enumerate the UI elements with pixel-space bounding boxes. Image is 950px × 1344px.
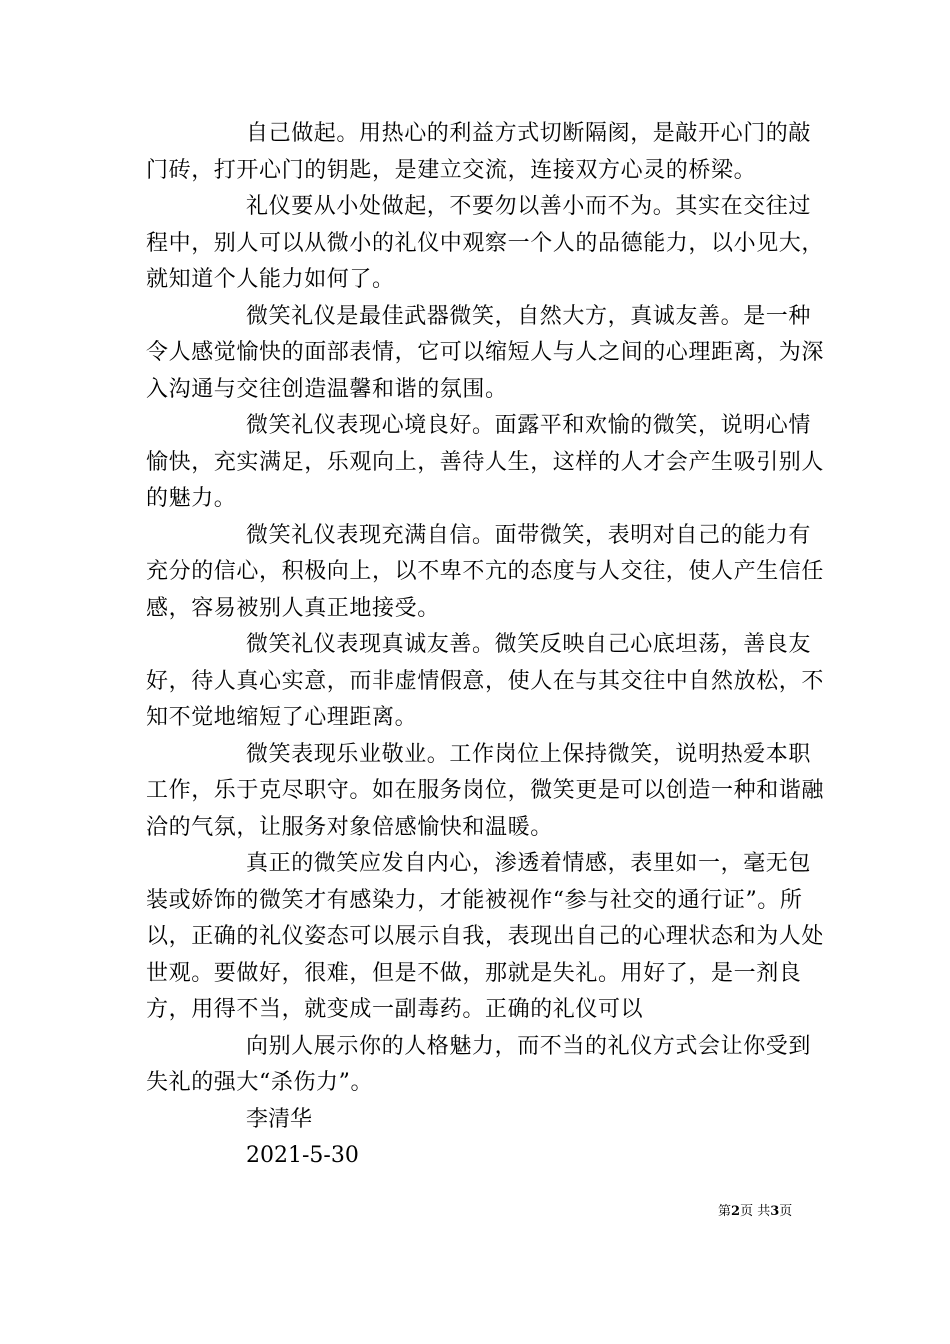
paragraph-4: 微笑礼仪表现心境良好。面露平和欢愉的微笑，说明心情愉快，充实满足，乐观向上，善待人生，这样的人才会产生吸引别人的魅力。 [146, 413, 825, 511]
footer-middle: 页 共 [740, 1204, 771, 1219]
paragraph-1: 自己做起。用热心的利益方式切断隔阂，是敲开心门的敲门砖，打开心门的钥匙，是建立交流，连接双方心灵的桥梁。 [146, 121, 812, 183]
paragraph-6: 微笑礼仪表现真诚友善。微笑反映自己心底坦荡，善良友好，待人真心实意，而非虚情假意，使人在与其交往中自然放松，不知不觉地缩短了心理距离。 [146, 632, 825, 730]
paragraph-5: 微笑礼仪表现充满自信。面带微笑，表明对自己的能力有充分的信心，积极向上，以不卑不亢的态度与人交往，使人产生信任感，容易被别人真正地接受。 [146, 522, 825, 621]
paragraph-2: 礼仪要从小处做起，不要勿以善小而不为。其实在交往过程中，别人可以从微小的礼仪中观察一个人的品德能力，以小见大，就知道个人能力如何了。 [146, 194, 825, 292]
author-signature: 李清华 [246, 1106, 313, 1132]
footer-suffix: 页 [779, 1204, 793, 1219]
document-body [146, 116, 826, 1175]
footer-prefix: 第 [718, 1204, 732, 1219]
paragraph-9: 向别人展示你的人格魅力，而不当的礼仪方式会让你受到失礼的强大“杀伤力”。 [146, 1033, 812, 1095]
document-date: 2021-5-30 [246, 1143, 359, 1168]
footer-total-pages: 3 [770, 1204, 780, 1219]
page-footer [718, 1203, 792, 1221]
footer-current-page: 2 [731, 1204, 741, 1219]
paragraph-7: 微笑表现乐业敬业。工作岗位上保持微笑，说明热爱本职工作，乐于克尽职守。如在服务岗位，微笑更是可以创造一种和谐融洽的气氛，让服务对象倍感愉快和温暖。 [146, 741, 825, 840]
paragraph-8: 真正的微笑应发自内心，渗透着情感，表里如一，毫无包装或娇饰的微笑才有感染力，才能被视作“参与社交的通行证”。所以，正确的礼仪姿态可以展示自我，表现出自己的心理状态和为人处世观。要做好，很难，但是不做，那就是失礼。用好了，是一剂良方，用得不当，就变成一副毒药。正确的礼仪可以 [146, 851, 825, 1022]
paragraph-3: 微笑礼仪是最佳武器微笑，自然大方，真诚友善。是一种令人感觉愉快的面部表情，它可以缩短人与人之间的心理距离，为深入沟通与交往创造温馨和谐的氛围。 [146, 303, 825, 402]
